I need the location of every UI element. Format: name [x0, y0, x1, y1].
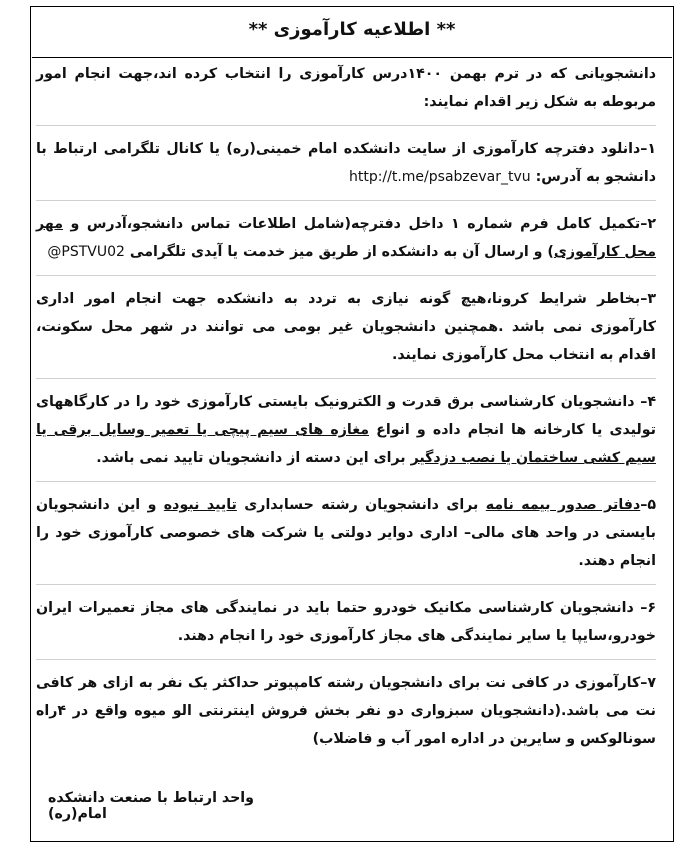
- paragraph-divider: [36, 200, 656, 201]
- item-2-text-after: ) و ارسال آن به دانشکده از طریق میز خدمت یا آیدی تلگرامی: [124, 244, 554, 260]
- item-2: [36, 210, 656, 266]
- item-3: ۳–بخاطر شرایط کرونا،هیچ گونه نیازی به تردد به دانشکده جهت انجام امور اداری کارآموزی نمی باشد .همچنین دانشجویان غیر بومی می توانند در شهر محل سکونت، اقدام به انتخاب محل کارآموزی نمایند.: [36, 291, 656, 363]
- item-5-middle: برای دانشجویان رشته حسابداری: [236, 497, 486, 513]
- item-2-underlined: مهر محل کارآموزی: [36, 216, 656, 260]
- paragraph-divider: [36, 659, 656, 660]
- title-divider: [32, 57, 672, 58]
- intro-paragraph: دانشجویانی که در ترم بهمن ۱۴۰۰درس کارآموزی را انتخاب کرده اند،جهت انجام امور مربوطه به شکل زیر اقدام نمایند:: [36, 66, 656, 110]
- item-5-prefix: ۵–: [640, 497, 656, 513]
- paragraph-divider: [36, 481, 656, 482]
- item-2-text: ۲–تکمیل کامل فرم شماره ۱ داخل دفترچه(شامل اطلاعات تماس دانشجو،آدرس و: [62, 216, 656, 232]
- paragraph-divider: [36, 125, 656, 126]
- item-5-text-after: و این دانشجویان بایستی در واحد های مالی– اداری دوایر دولتی یا شرکت های خصوصی کارآموزی خود را انجام دهند.: [36, 497, 656, 569]
- item-7: ۷–کارآموزی در کافی نت برای دانشجویان رشته کامپیوتر حداکثر یک نفر به ازای هر کافی نت می باشد.(دانشجویان سبزواری دو نفر بخش فروش اینترنتی الو میوه واقع در ۴راه سونالوکس و سایرین در اداره امور آب و فاضلاب): [36, 675, 656, 747]
- item-6: ۶– دانشجویان کارشناسی مکانیک خودرو حتما باید در نمایندگی های مجاز تعمیرات ایران خودرو،سایپا یا سایر نمایندگی های مجاز کارآموزی خود را انجام دهند.: [36, 600, 656, 644]
- telegram-id: @PSTVU02: [47, 244, 125, 260]
- notice-title: ** اطلاعیه کارآموزی **: [248, 19, 456, 40]
- item-4-text: ۴– دانشجویان کارشناسی برق قدرت و الکترونیک بایستی کارآموزی خود را در کارگاههای تولیدی یا کارخانه ها انجام داده و انواع: [36, 394, 656, 438]
- item-5: [36, 491, 656, 575]
- paragraph-divider: [36, 378, 656, 379]
- item-5-underlined-2: تایید نبوده: [163, 497, 237, 513]
- item-5-underlined-1: دفاتر صدور بیمه نامه: [485, 497, 641, 513]
- notice-body: [36, 60, 656, 753]
- paragraph-divider: [36, 584, 656, 585]
- item-1: [36, 135, 656, 191]
- item-4-text-after: برای این دسته از دانشجویان تایید نمی باشد.: [96, 450, 411, 466]
- telegram-channel-link[interactable]: http://t.me/psabzevar_tvu: [348, 169, 531, 185]
- item-4: [36, 388, 656, 472]
- footer-signature: واحد ارتباط با صنعت دانشکده امام(ره): [48, 790, 254, 822]
- item-1-text: ۱–دانلود دفترچه کارآموزی از سایت دانشکده امام خمینی(ره) یا کانال تلگرامی ارتباط با دانشجو به آدرس:: [36, 141, 656, 185]
- paragraph-divider: [36, 275, 656, 276]
- item-4-underlined: مغازه های سیم پیچی یا تعمیر وسایل برقی یا سیم کشی ساختمان یا نصب دزدگیر: [36, 422, 656, 466]
